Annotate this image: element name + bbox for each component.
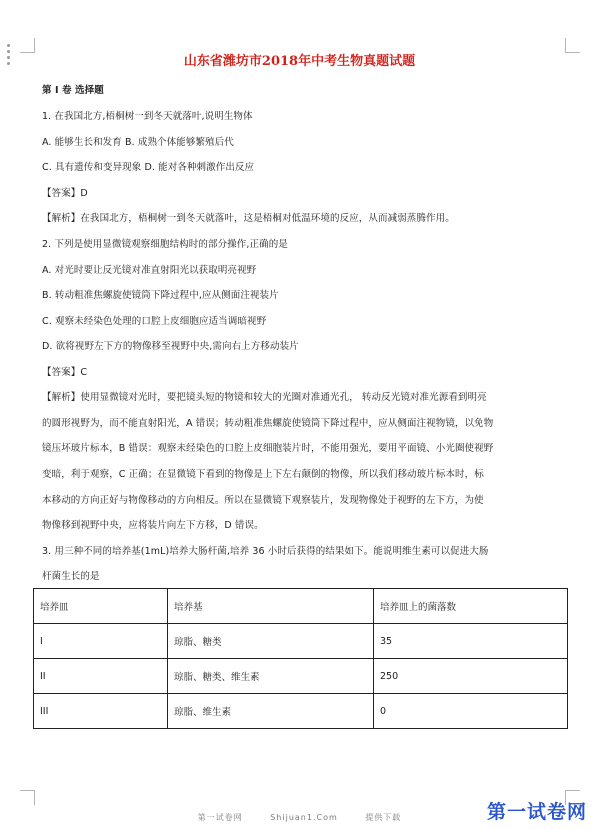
- q1-analysis: 【解析】在我国北方，梧桐树一到冬天就落叶，这是梧桐对低温环境的反应，从而减弱蒸腾作用。: [42, 213, 455, 224]
- q1-stem: 1. 在我国北方,梧桐树一到冬天就落叶,说明生物体: [42, 111, 253, 122]
- q2-option-d: D. 欲将视野左下方的物像移至视野中央,需向右上方移动装片: [42, 341, 299, 352]
- document-title: 山东省潍坊市2018年中考生物真题试题: [183, 54, 416, 69]
- table-cell: 0: [374, 694, 568, 729]
- q2-analysis-line: 【解析】使用显微镜对光时，要把镜头短的物镜和较大的光圈对准通光孔， 转动反光镜对准光源看到明亮: [42, 392, 487, 403]
- q2-analysis-line: 的圆形视野为，而不能直射阳光，A 错误；转动粗准焦螺旋使镜筒下降过程中，应从侧面注视物镜，以免物: [42, 418, 494, 429]
- footer-middle-text: Shijuan1.Com: [270, 813, 338, 822]
- q2-option-a: A. 对光时要让反光镜对准直射阳光以获取明亮视野: [42, 265, 257, 276]
- table-cell: 250: [374, 659, 568, 694]
- q3-stem-line: 3. 用三种不同的培养基(1mL)培养大肠杆菌,培养 36 小时后获得的结果如下。能说明维生素可以促进大肠: [42, 546, 489, 557]
- q2-answer: 【答案】C: [42, 367, 88, 378]
- culture-results-table: [33, 588, 568, 729]
- q2-analysis-line: 镜压坏玻片标本，B 错误：观察未经染色的口腔上皮细胞装片时，不能用强光，要用平面镜、小光圈使视野: [42, 443, 494, 454]
- site-watermark: 第一试卷网: [486, 801, 587, 823]
- table-header-cell: 培养基: [168, 589, 374, 624]
- table-cell: 35: [374, 624, 568, 659]
- table-header-cell: 培养皿上的菌落数: [374, 589, 568, 624]
- table-cell: 琼脂、维生素: [168, 694, 374, 729]
- q1-options-ab: A. 能够生长和发育 B. 成熟个体能够繁殖后代: [42, 137, 234, 148]
- table-cell: 琼脂、糖类: [168, 624, 374, 659]
- table-cell: I: [34, 624, 168, 659]
- q1-options-cd: C. 具有遗传和变异现象 D. 能对各种刺激作出反应: [42, 162, 255, 173]
- crop-mark-bottom-left: [20, 790, 35, 805]
- table-header-cell: 培养皿: [34, 589, 168, 624]
- q2-option-c: C. 观察未经染色处理的口腔上皮细胞应适当调暗视野: [42, 316, 267, 327]
- table-cell: III: [34, 694, 168, 729]
- footer-right-text: 提供下载: [365, 813, 402, 822]
- q2-analysis-line: 物像移到视野中央，应将装片向左下方移，D 错误。: [42, 520, 264, 531]
- q2-stem: 2. 下列是使用显微镜观察细胞结构时的部分操作,正确的是: [42, 239, 288, 250]
- table-cell: II: [34, 659, 168, 694]
- table-row: [34, 624, 568, 659]
- table-row: [34, 694, 568, 729]
- q2-analysis-line: 本移动的方向正好与物像移动的方向相反。所以在显微镜下观察装片，发现物像处于视野的左下方，为使: [42, 495, 484, 506]
- q2-analysis-line: 变暗，利于观察，C 正确；在显微镜下看到的物像是上下左右颠倒的物像，所以我们移动玻片标本时，标: [42, 469, 484, 480]
- table-header-row: [34, 589, 568, 624]
- q3-stem-line: 杆菌生长的是: [42, 571, 100, 582]
- footer-left-text: 第一试卷网: [197, 813, 243, 822]
- table-cell: 琼脂、糖类、维生素: [168, 659, 374, 694]
- q1-answer: 【答案】D: [42, 188, 88, 199]
- table-row: [34, 659, 568, 694]
- section-heading: 第 I 卷 选择题: [42, 85, 104, 96]
- q2-option-b: B. 转动粗准焦螺旋使镜筒下降过程中,应从侧面注视装片: [42, 290, 279, 301]
